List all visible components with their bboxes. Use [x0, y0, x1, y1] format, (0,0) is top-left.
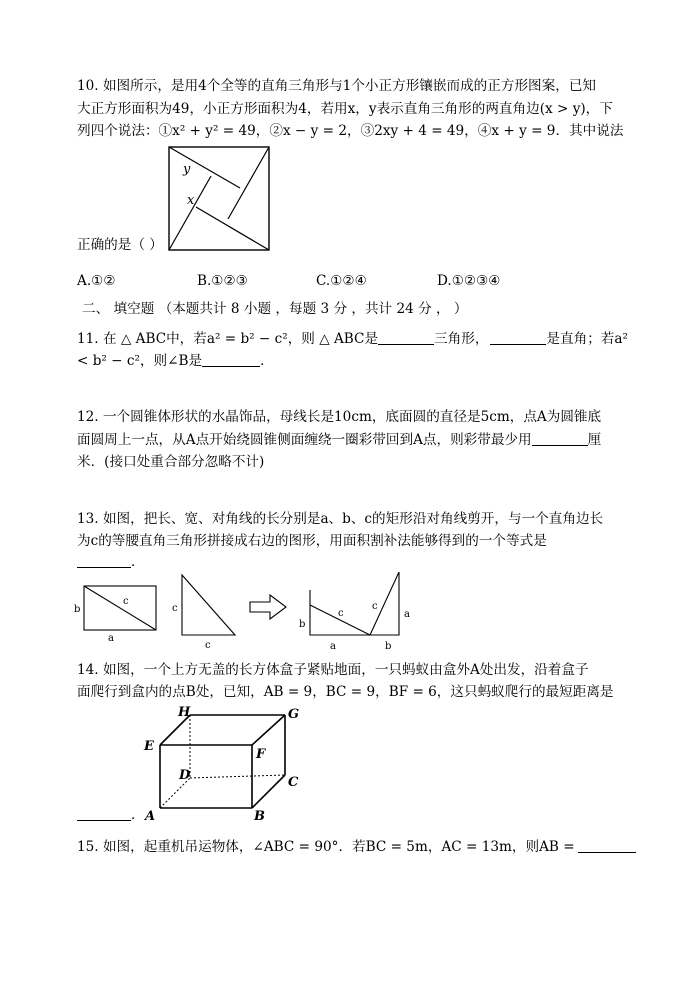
q14-vertex-d: D: [179, 768, 191, 783]
q14-line-3: [77, 806, 145, 824]
q12-blank[interactable]: [532, 431, 588, 446]
q11-blank-1[interactable]: [378, 330, 434, 345]
q10-line-4: 正确的是（ ）: [77, 237, 163, 253]
q13-line-3: [77, 553, 145, 571]
q14-vertex-h: H: [178, 705, 191, 720]
q14-box-figure: [142, 700, 312, 824]
q13-tri-label-c-left: c: [172, 603, 178, 614]
q12-line-1: 12. 一个圆锥体形状的水晶饰品，母线长是10cm，底面圆的直径是5cm，点A为圆锥底: [77, 409, 602, 425]
q13-tri-label-c-bottom: c: [205, 640, 211, 651]
q14-line-1: 14. 如图，一个上方无盖的长方体盒子紧贴地面，一只蚂蚁由盒外A处出发，沿着盒子: [77, 662, 589, 678]
q14-vertex-e: E: [144, 739, 154, 754]
q13-rect-label-a: a: [108, 633, 114, 644]
q14-vertex-c: C: [288, 775, 299, 790]
q15-blank[interactable]: [578, 838, 636, 853]
q12-text-b: 厘: [587, 432, 602, 448]
q11-text-a: 11. 在 △ ABC中，若a² = b² − c²，则 △ ABC是: [77, 331, 379, 347]
q14-vertex-f: F: [256, 747, 266, 762]
q13-blank[interactable]: [77, 553, 131, 568]
q13-comb-label-b: b: [299, 619, 306, 630]
q13-comb-label-a: a: [330, 641, 336, 652]
right-arrow-icon: [250, 595, 286, 619]
q10-fig-label-x: x: [187, 193, 195, 208]
q13-comb-label-c-1: c: [338, 608, 344, 619]
q13-line-1: 13. 如图，把长、宽、对角线的长分别是a、b、c的矩形沿对角线剪开，与一个直角边长: [77, 511, 604, 527]
q13-rect-label-c: c: [123, 596, 129, 607]
q12-line-3: 米．(接口处重合部分忽略不计): [77, 454, 265, 470]
q13-comb-label-c-2: c: [372, 601, 378, 612]
q13-comb-label-b-bottom: b: [385, 641, 392, 652]
q11-text-c: 是直角；若a²: [546, 331, 628, 347]
q13-rect-label-b: b: [74, 604, 81, 615]
q10-line-2: 大正方形面积为49，小正方形面积为4，若用x，y表示直角三角形的两直角边(x > y)，下: [77, 101, 613, 117]
q12-line-2: [77, 431, 601, 449]
q13-line-2: 为c的等腰直角三角形拼接成右边的图形，用面积割补法能够得到的一个等式是: [77, 533, 547, 549]
q13-comb-label-a-right: a: [404, 609, 410, 620]
q10-fig-label-y: y: [183, 162, 191, 177]
q11-line-2: [77, 352, 274, 370]
q11-blank-2[interactable]: [490, 330, 546, 345]
q15-text: 15. 如图，起重机吊运物体，∠ABC = 90°．若BC = 5m，AC = 13m，则AB =: [77, 839, 575, 855]
q12-text-a: 面圆周上一点，从A点开始绕圆锥侧面缠绕一圈彩带回到A点，则彩带最少用: [77, 432, 532, 448]
q10-square-pattern-figure: [166, 144, 272, 252]
q11-line-1: [77, 330, 628, 348]
q11-blank-3[interactable]: [202, 352, 260, 367]
q14-vertex-g: G: [288, 707, 300, 722]
q10-line-1: 10. 如图所示，是用4个全等的直角三角形与1个小正方形镶嵌而成的正方形图案，已知: [77, 78, 597, 94]
q14-vertex-b: B: [254, 809, 265, 824]
q10-line-3: 列四个说法：①x² + y² = 49，②x − y = 2，③2xy + 4 = 49，④x + y = 9．其中说法: [77, 123, 624, 139]
q11-text-e: ．: [260, 353, 274, 369]
q10-option-d[interactable]: D.①②③④: [437, 273, 501, 289]
q14-vertex-a: A: [145, 809, 156, 824]
q11-text-b: 三角形，: [434, 331, 489, 347]
q11-text-d: < b² − c²，则∠B是: [77, 353, 203, 369]
q10-option-a[interactable]: A.①②: [77, 273, 116, 289]
q10-option-b[interactable]: B.①②③: [197, 273, 248, 289]
q14-line-2: 面爬行到盒内的点B处，已知，AB = 9，BC = 9，BF = 6，这只蚂蚁爬行的最短距离是: [77, 684, 614, 700]
q10-option-c[interactable]: C.①②④: [316, 273, 367, 289]
q15-line-1: [77, 838, 636, 856]
section-2-heading: 二、 填空题 （本题共计 8 小题 ，每题 3 分 ，共计 24 分 ， ）: [82, 301, 468, 317]
q14-period: ．: [131, 807, 145, 823]
q14-blank[interactable]: [77, 806, 131, 821]
q13-period: ．: [131, 554, 145, 570]
q13-figures: [72, 572, 420, 652]
